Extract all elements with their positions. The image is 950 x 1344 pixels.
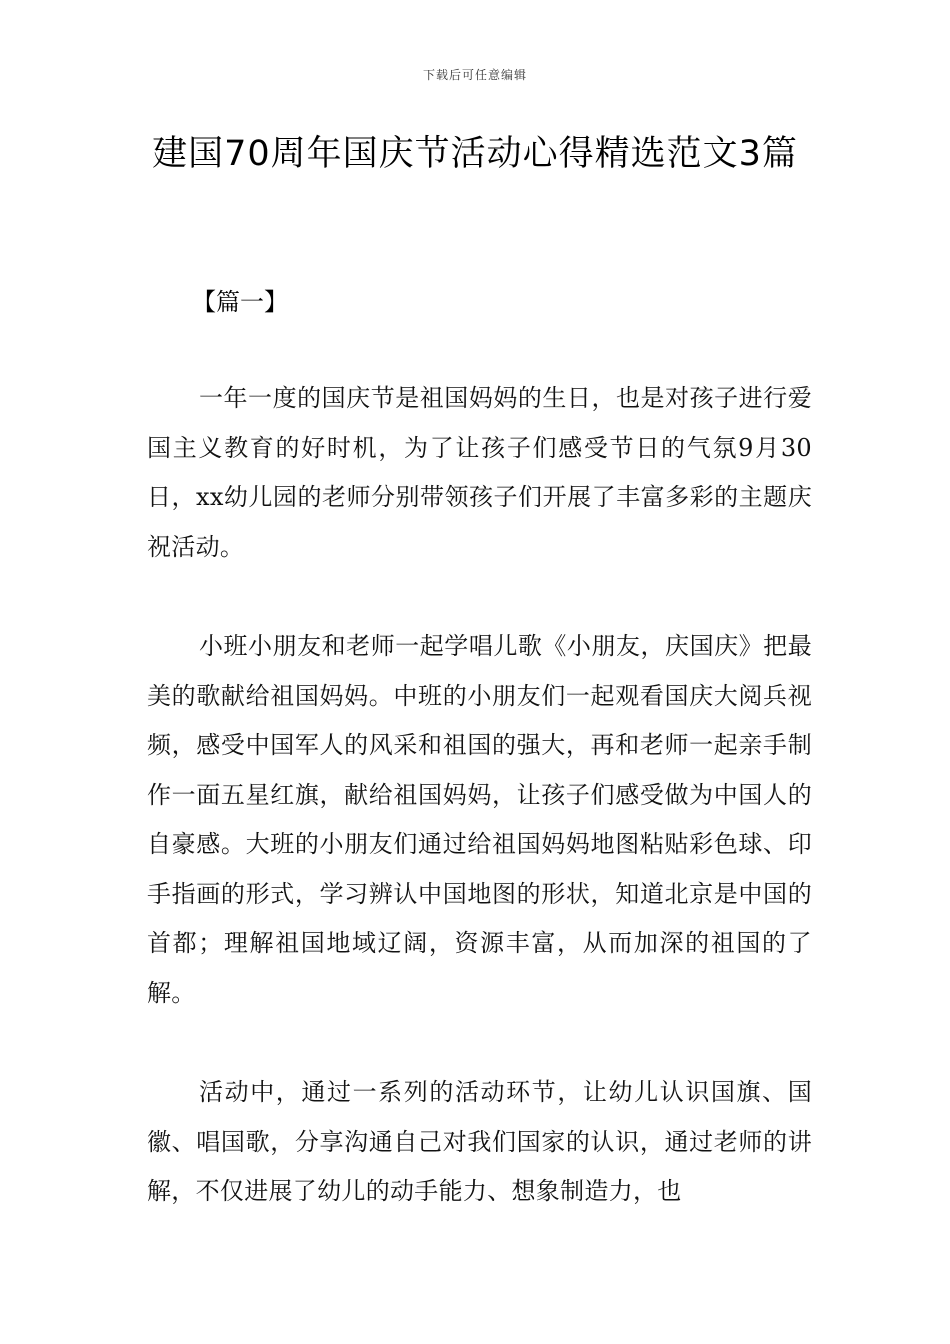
paragraph-3: 活动中，通过一系列的活动环节，让幼儿认识国旗、国徽、唱国歌，分享沟通自己对我们国家的认识，通过老师的讲解，不仅进展了幼儿的动手能力、想象制造力，也 — [147, 1078, 812, 1205]
header-note: 下载后可任意编辑 — [422, 68, 527, 82]
paragraph-2: 小班小朋友和老师一起学唱儿歌《小朋友，庆国庆》把最美的歌献给祖国妈妈。中班的小朋友们一起观看国庆大阅兵视频，感受中国军人的风采和祖国的强大，再和老师一起亲手制作一面五星红旗，献给祖国妈妈，让孩子们感受做为中国人的自豪感。大班的小朋友们通过给祖国妈妈地图粘贴彩色球、印手指画的形式，学习辨认中国地图的形状，知道北京是中国的首都；理解祖国地域辽阔，资源丰富，从而加深的祖国的了解。 — [147, 632, 812, 1007]
section-heading: 【篇一】 — [192, 288, 288, 316]
document-title: 建国70周年国庆节活动心得精选范文3篇 — [152, 134, 798, 174]
paragraph-1: 一年一度的国庆节是祖国妈妈的生日，也是对孩子进行爱国主义教育的好时机，为了让孩子们感受节日的气氛9月30日，xx幼儿园的老师分别带领孩子们开展了丰富多彩的主题庆祝活动。 — [147, 384, 812, 561]
